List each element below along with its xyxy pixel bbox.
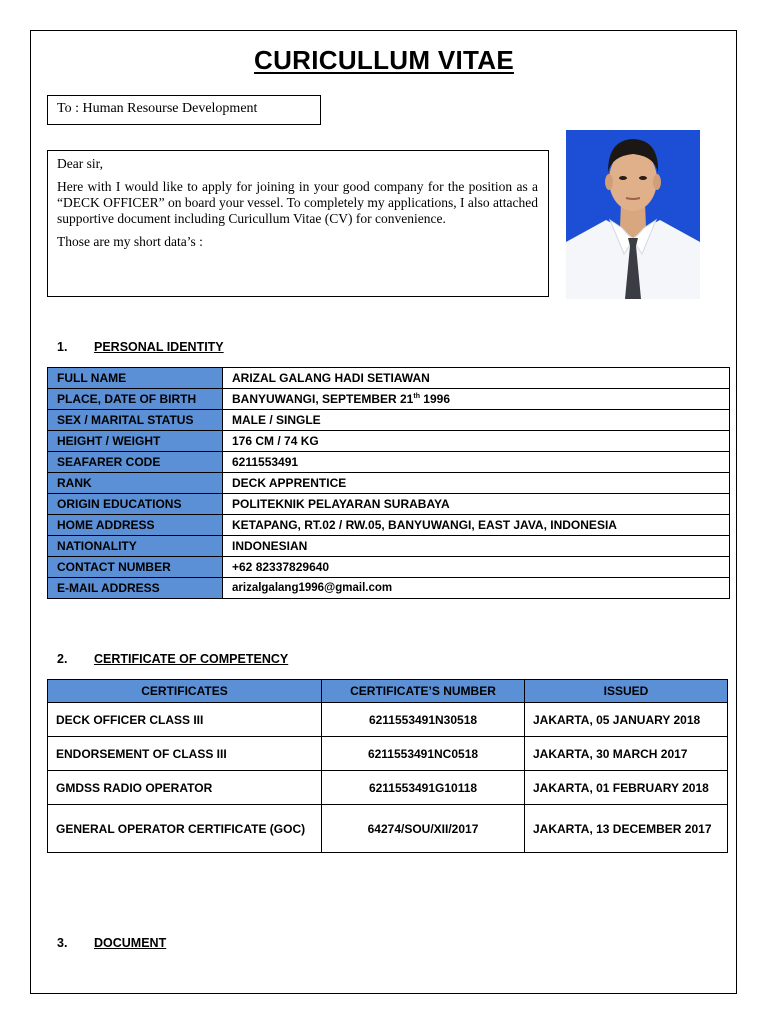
identity-value: DECK APPRENTICE [223,473,730,494]
profile-photo-icon [566,130,700,299]
section-title: PERSONAL IDENTITY [94,340,224,354]
identity-value-text: BANYUWANGI, SEPTEMBER 21 [232,392,414,406]
letter-body: Here with I would like to apply for joining in your good company for the position as a “DECK OFFICER” on board your vessel. To completely my applications, I also attached supportive document including Curicullum Vitae (CV) for convenience. [57,179,538,226]
identity-label: HOME ADDRESS [48,515,223,536]
identity-value: POLITEKNIK PELAYARAN SURABAYA [223,494,730,515]
identity-value: ARIZAL GALANG HADI SETIAWAN [223,368,730,389]
identity-label: HEIGHT / WEIGHT [48,431,223,452]
certificate-name: GMDSS RADIO OPERATOR [48,771,322,805]
identity-value: 176 CM / 74 KG [223,431,730,452]
column-header-number: CERTIFICATE’S NUMBER [322,680,525,703]
personal-identity-row [48,557,730,578]
certificate-row [48,703,728,737]
certificate-table [47,679,728,853]
certificate-name: GENERAL OPERATOR CERTIFICATE (GOC) [48,805,322,853]
certificate-issued: JAKARTA, 05 JANUARY 2018 [525,703,728,737]
section-title: DOCUMENT [94,936,167,950]
personal-identity-row [48,410,730,431]
recipient-box: To : Human Resourse Development [47,95,321,125]
personal-identity-row [48,389,730,410]
certificate-issued: JAKARTA, 13 DECEMBER 2017 [525,805,728,853]
identity-label: SEX / MARITAL STATUS [48,410,223,431]
identity-label: PLACE, DATE OF BIRTH [48,389,223,410]
certificate-name: ENDORSEMENT OF CLASS III [48,737,322,771]
certificate-row [48,737,728,771]
personal-identity-row [48,515,730,536]
personal-identity-row [48,473,730,494]
cover-letter [47,150,549,297]
personal-identity-row [48,536,730,557]
profile-photo [566,130,700,299]
personal-identity-table [47,367,730,599]
certificate-row [48,771,728,805]
identity-label: NATIONALITY [48,536,223,557]
certificate-number: 6211553491G10118 [322,771,525,805]
identity-label: SEAFARER CODE [48,452,223,473]
personal-identity-row [48,431,730,452]
ordinal-suffix: th [413,393,420,400]
certificate-issued: JAKARTA, 01 FEBRUARY 2018 [525,771,728,805]
letter-closing: Those are my short data’s : [57,234,203,249]
certificate-header-row [48,680,728,703]
column-header-issued: ISSUED [525,680,728,703]
identity-label: FULL NAME [48,368,223,389]
identity-value: INDONESIAN [223,536,730,557]
section-number: 3. [57,936,68,950]
section-document [57,936,166,950]
identity-value: KETAPANG, RT.02 / RW.05, BANYUWANGI, EAST JAVA, INDONESIA [223,515,730,536]
certificate-row [48,805,728,853]
identity-value: 6211553491 [223,452,730,473]
personal-identity-row [48,452,730,473]
identity-value: arizalgalang1996@gmail.com [223,578,730,599]
section-number: 2. [57,652,68,666]
identity-label: CONTACT NUMBER [48,557,223,578]
identity-value: +62 82337829640 [223,557,730,578]
identity-label: RANK [48,473,223,494]
identity-label: E-MAIL ADDRESS [48,578,223,599]
letter-greeting: Dear sir, [57,156,103,171]
certificate-number: 6211553491N30518 [322,703,525,737]
section-number: 1. [57,340,68,354]
certificate-issued: JAKARTA, 30 MARCH 2017 [525,737,728,771]
column-header-certificates: CERTIFICATES [48,680,322,703]
personal-identity-row [48,494,730,515]
section-personal-identity [57,340,224,354]
certificate-name: DECK OFFICER CLASS III [48,703,322,737]
page-title: CURICULLUM VITAE [254,45,514,75]
certificate-number: 6211553491NC0518 [322,737,525,771]
section-title: CERTIFICATE OF COMPETENCY [94,652,289,666]
identity-value [223,389,730,410]
personal-identity-row [48,578,730,599]
identity-value-tail: 1996 [419,392,450,406]
personal-identity-row [48,368,730,389]
identity-label: ORIGIN EDUCATIONS [48,494,223,515]
section-certificate-of-competency [57,652,288,666]
identity-value: MALE / SINGLE [223,410,730,431]
certificate-number: 64274/SOU/XII/2017 [322,805,525,853]
